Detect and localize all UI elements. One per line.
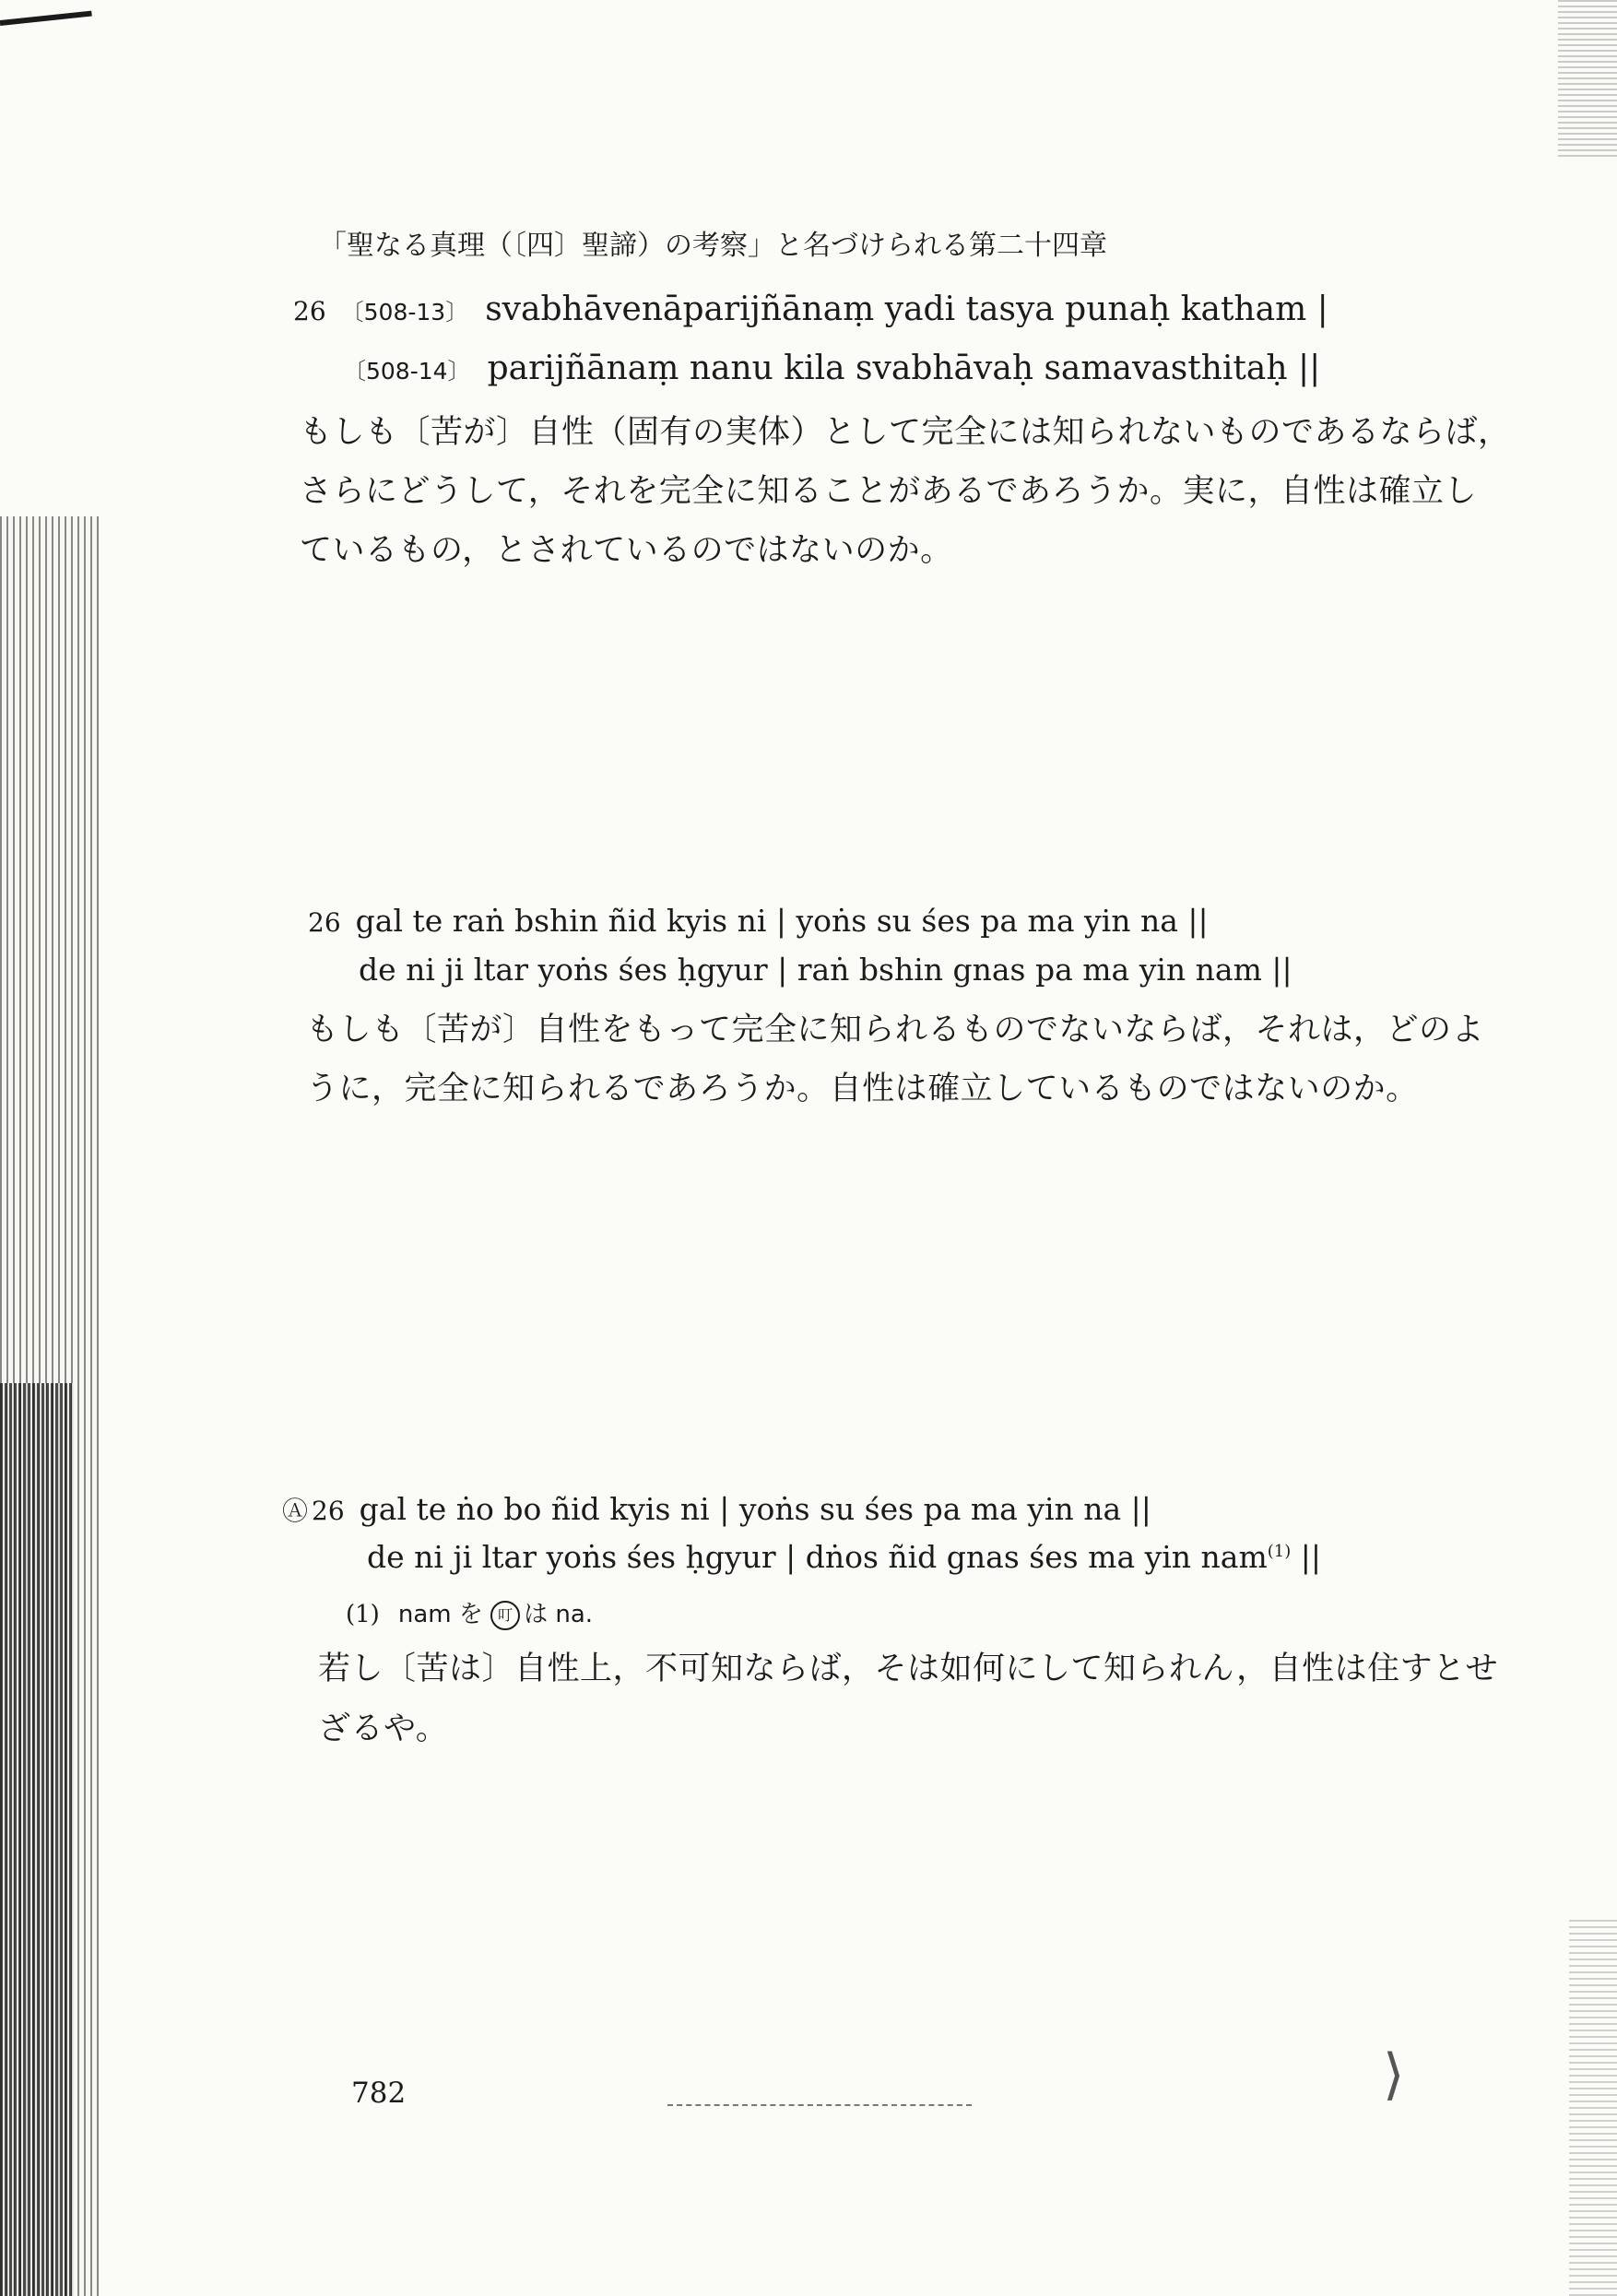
tibetan-translation-line-1: もしも〔苦が〕自性をもって完全に知られるものでないならば，それは，どのよ [306,1012,1485,1048]
scan-corner-mark [0,11,92,26]
verse-text: gal te raṅ bshin ñid kyis ni | yoṅs su śes pa ma yin na || [355,903,1209,939]
scan-right-edge-bottom [1569,1918,1617,2296]
verse-text: gal te ṅo bo ñid kyis ni | yoṅs su śes pa ma yin na || [359,1491,1151,1527]
verse-number: 26 [293,296,326,326]
verse-number: 26 [312,1496,345,1526]
verse-reference: 〔508-14〕 [343,358,471,385]
scan-left-edge-dark [0,1383,74,2296]
scan-paren-artifact: ⟩ [1383,2042,1405,2107]
verse-number: 26 [308,907,341,938]
footnote [346,1601,593,1630]
scan-dash-artifact [667,2104,972,2106]
tibetan-line-2: de ni ji ltar yoṅs śes ḥgyur | raṅ bshin gnas pa ma yin nam || [359,952,1292,988]
footnote-text: nam を [397,1601,483,1628]
footnote-label: (1) [346,1601,380,1628]
tibetan-line-1 [308,903,1209,939]
scan-right-edge-top [1558,0,1617,157]
verse-text: svabhāvenāparijñānaṃ yadi tasya punaḥ katham | [485,290,1328,328]
chapter-title: 「聖なる真理（〔四〕聖諦）の考察」と名づけられる第二十四章 [319,230,1107,262]
alt-tibetan-line-1 [282,1491,1151,1527]
alt-translation-line-2: ざるや。 [318,1710,449,1747]
sanskrit-translation-line-3: ているもの，とされているのではないのか。 [300,532,953,569]
sanskrit-line-2 [343,349,1321,387]
verse-end: || [1291,1539,1322,1575]
sanskrit-translation-line-2: さらにどうして，それを完全に知ることがあるであろうか。実に，自性は確立し [300,473,1477,510]
verse-text: parijñānaṃ nanu kila svabhāvaḥ samavasthitaḥ || [487,349,1321,387]
verse-reference: 〔508-13〕 [340,299,469,325]
verse-text: de ni ji ltar yoṅs śes ḥgyur | dṅos ñid gnas śes ma yin nam [367,1539,1268,1575]
alt-marker: Ⓐ [282,1496,309,1526]
footnote-text: は na. [524,1601,594,1628]
alt-tibetan-line-2 [367,1539,1322,1575]
circled-source-mark: 叮 [490,1601,520,1630]
page-number: 782 [351,2077,407,2110]
tibetan-translation-line-2: うに，完全に知られるであろうか。自性は確立しているものではないのか。 [306,1071,1419,1107]
alt-translation-line-1: 若し〔苦は〕自性上，不可知ならば，そは如何にして知られん，自性は住すとせ [318,1651,1499,1687]
sanskrit-line-1 [293,290,1328,328]
footnote-ref: (1) [1267,1542,1292,1561]
sanskrit-translation-line-1: もしも〔苦が〕自性（固有の実体）として完全には知られないものであるならば， [300,414,1511,451]
